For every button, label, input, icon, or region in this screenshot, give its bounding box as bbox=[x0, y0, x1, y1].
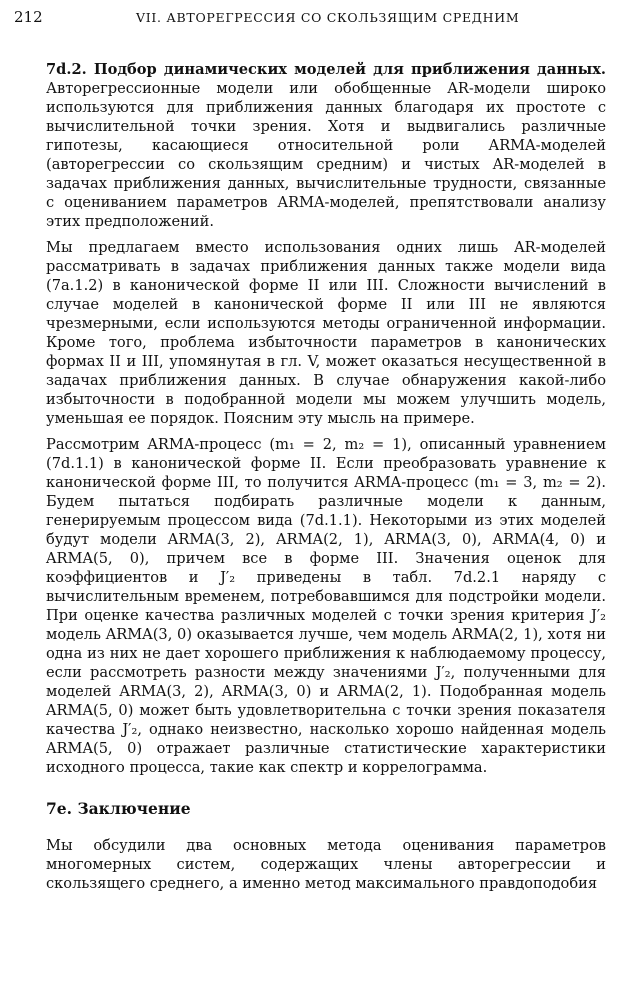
page-header bbox=[14, 8, 614, 30]
section-paragraph-1 bbox=[46, 60, 606, 231]
page-body bbox=[46, 60, 606, 900]
page-number: 212 bbox=[14, 8, 43, 26]
paragraph-text: Авторегрессионные модели или обобщенные AR-модели широко используются для приближения данных благодаря их простоте с вычислительной точки зрения. Хотя и выдвигались различные гипотезы, касающиеся относительной роли ARMA-моделей (авторегрессии со скользящим средним) и чистых AR-моделей в задачах приближения данных, вычислительные трудности, связанные с оцениванием параметров ARMA-моделей, препятствовали анализу этих предположений. bbox=[46, 80, 606, 230]
running-head: VII. АВТОРЕГРЕССИЯ СО СКОЛЬЗЯЩИМ СРЕДНИМ bbox=[136, 10, 520, 25]
conclusion-heading: 7e. Заключение bbox=[46, 799, 191, 818]
conclusion-paragraph: Мы обсудили два основных метода оценивания параметров многомерных систем, содержащих члены авторегрессии и скользящего среднего, а именно метод максимального правдоподобия bbox=[46, 837, 606, 892]
section-title: 7d.2. Подбор динамических моделей для приближения данных. bbox=[46, 61, 606, 78]
section-paragraph-3: Рассмотрим ARMA-процесс (m₁ = 2, m₂ = 1), описанный уравнением (7d.1.1) в канонической форме II. Если преобразовать уравнение к канонической форме III, то получится ARMA-процесс (m₁ = 3, m₂ = 2). Будем пытаться подбирать различные модели к данным, генерируемым процессом вида (7d.1.1). Некоторыми из этих моделей будут модели ARMA(3, 2), ARMA(2, 1), ARMA(3, 0), ARMA(4, 0) и ARMA(5, 0), причем все в форме III. Значения оценок для коэффициентов и J′₂ приведены в табл. 7d.2.1 наряду с вычислительным временем, потребовавшимся для подстройки модели. При оценке качества различных моделей с точки зрения критерия J′₂ модель ARMA(3, 0) оказывается лучше, чем модель ARMA(2, 1), хотя ни одна из них не дает хорошего приближения к наблюдаемому процессу, если рассмотреть разности между значениями J′₂, полученными для моделей ARMA(3, 2), ARMA(3, 0) и ARMA(2, 1). Подобранная модель ARMA(5, 0) может быть удовлетворительна с точки зрения показателя качества J′₂, однако неизвестно, насколько хорошо найденная модель ARMA(5, 0) отражает различные статистические характеристики исходного процесса, такие как спектр и коррелограмма. bbox=[46, 436, 606, 776]
section-paragraph-2: Мы предлагаем вместо использования одних лишь AR-моделей рассматривать в задачах приближения данных также модели вида (7a.1.2) в канонической форме II или III. Сложности вычислений в случае моделей в канонической форме II или III не являются чрезмерными, если используются методы ограниченной информации. Кроме того, проблема избыточности параметров в канонических формах II и III, упомянутая в гл. V, может оказаться несущественной в задачах приближения данных. В случае обнаружения какой-либо избыточности в подобранной модели мы можем улучшить модель, уменьшая ее порядок. Поясним эту мысль на примере. bbox=[46, 239, 606, 427]
